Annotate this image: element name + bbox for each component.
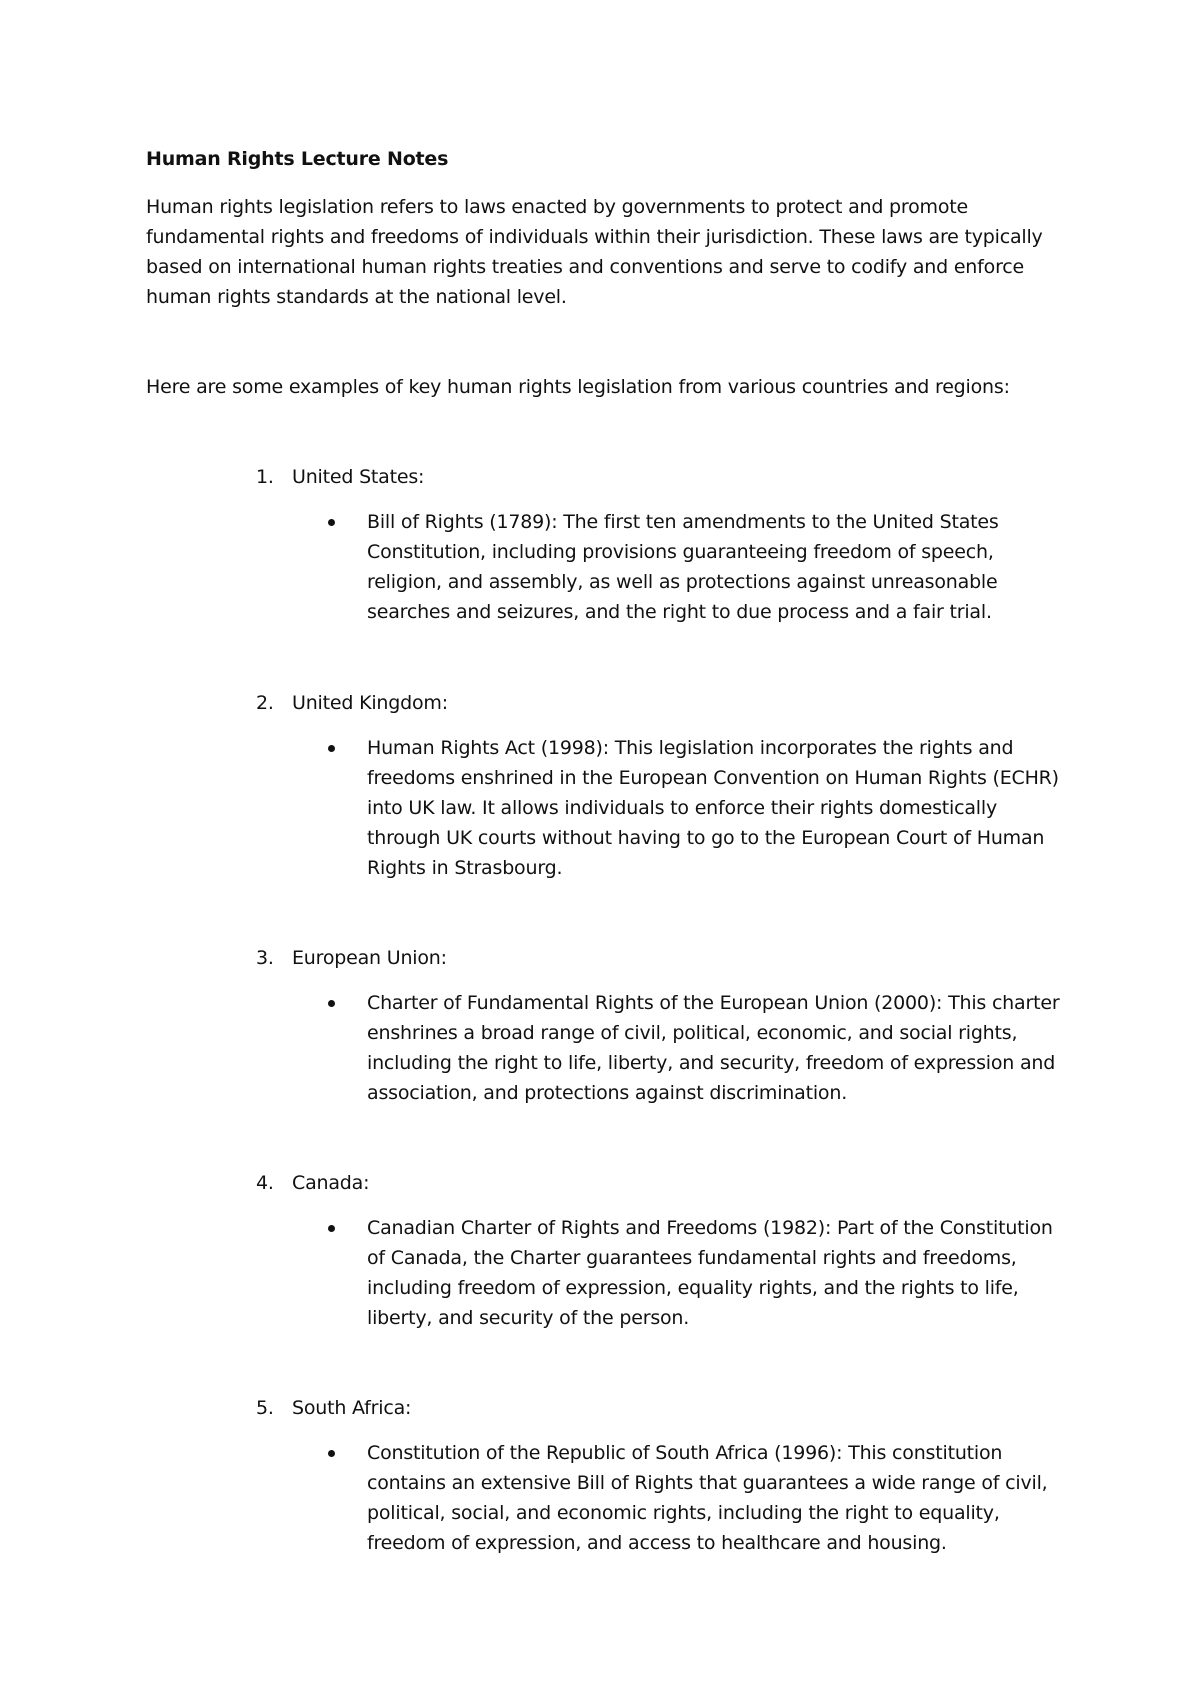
- list-item-heading: [256, 462, 1076, 492]
- list-item-heading: [256, 1393, 1076, 1423]
- list-item-number: 1.: [256, 466, 274, 488]
- list-item-country: South Africa:: [292, 1397, 412, 1419]
- bullet-item: [256, 507, 1067, 627]
- lead-paragraph: Here are some examples of key human rights legislation from various countries and regions:: [146, 376, 1010, 398]
- bullet-item: [256, 1438, 1067, 1558]
- bullet-icon: [328, 1450, 335, 1457]
- bullet-text: Bill of Rights (1789): The first ten amendments to the United States Constitution, including provisions guaranteeing freedom of speech, religion, and assembly, as well as protections against unreasonable searches and seizures, and the right to due process and a fair trial.: [367, 511, 999, 623]
- list-item: [256, 688, 1076, 883]
- list-item: [256, 1393, 1076, 1558]
- list-item-country: Canada:: [292, 1172, 370, 1194]
- bullet-icon: [328, 1225, 335, 1232]
- list-item-country: United States:: [292, 466, 425, 488]
- bullet-item: [256, 988, 1067, 1108]
- bullet-item: [256, 733, 1067, 883]
- bullet-text: Canadian Charter of Rights and Freedoms (1982): Part of the Constitution of Canada, the Charter guarantees fundamental rights and freedoms, including freedom of expression, equality rights, and the rights to life, liberty, and security of the person.: [367, 1217, 1053, 1329]
- bullet-text: Human Rights Act (1998): This legislation incorporates the rights and freedoms enshrined in the European Convention on Human Rights (ECHR) into UK law. It allows individuals to enforce their rights domestically through UK courts without having to go to the European Court of Human Rights in Strasbourg.: [367, 737, 1059, 879]
- bullet-icon: [328, 519, 335, 526]
- document-title: Human Rights Lecture Notes: [146, 148, 449, 170]
- list-item-country: United Kingdom:: [292, 692, 448, 714]
- list-item: [256, 462, 1076, 627]
- bullet-icon: [328, 1000, 335, 1007]
- list-item: [256, 1168, 1076, 1333]
- bullet-text: Constitution of the Republic of South Africa (1996): This constitution contains an extensive Bill of Rights that guarantees a wide range of civil, political, social, and economic rights, including the right to equality, freedom of expression, and access to healthcare and housing.: [367, 1442, 1048, 1554]
- list-item-country: European Union:: [292, 947, 447, 969]
- list-item-number: 5.: [256, 1397, 274, 1419]
- bullet-item: [256, 1213, 1067, 1333]
- list-item: [256, 943, 1076, 1108]
- bullet-text: Charter of Fundamental Rights of the European Union (2000): This charter enshrines a broad range of civil, political, economic, and social rights, including the right to life, liberty, and security, freedom of expression and association, and protections against discrimination.: [367, 992, 1060, 1104]
- list-item-heading: [256, 1168, 1076, 1198]
- intro-paragraph: Human rights legislation refers to laws enacted by governments to protect and promote fundamental rights and freedoms of individuals within their jurisdiction. These laws are typically based on international human rights treaties and conventions and serve to codify and enforce human rights standards at the national level.: [146, 196, 1043, 308]
- list-item-heading: [256, 943, 1076, 973]
- list-item-heading: [256, 688, 1076, 718]
- bullet-icon: [328, 745, 335, 752]
- list-item-number: 4.: [256, 1172, 274, 1194]
- list-item-number: 2.: [256, 692, 274, 714]
- list-item-number: 3.: [256, 947, 274, 969]
